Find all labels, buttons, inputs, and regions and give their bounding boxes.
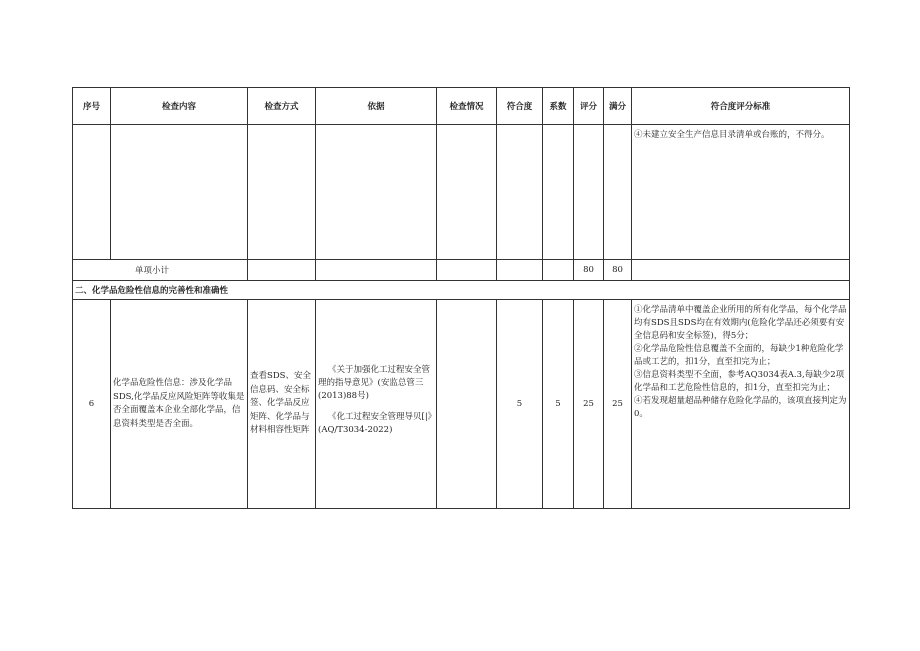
row6-coefficient: 5 [543, 300, 574, 509]
empty-cell [248, 260, 316, 281]
row6-conformity: 5 [497, 300, 543, 509]
standard-item-4: ④若发现超量超品种储存危险化学品的，该项直接判定为0。 [634, 396, 847, 419]
row6-seq: 6 [73, 300, 111, 509]
continued-standard-text: ④未建立安全生产信息目录清单或台账的，不得分。 [632, 125, 850, 260]
header-standard: 符合度评分标准 [632, 88, 850, 125]
empty-cell [316, 260, 437, 281]
subtotal-full-score: 80 [604, 260, 632, 281]
section-heading-row [73, 281, 850, 300]
subtotal-row [73, 260, 850, 281]
header-basis: 依据 [316, 88, 437, 125]
section-title: 二、化学品危险性信息的完善性和准确性 [73, 281, 850, 300]
empty-cell [497, 125, 543, 260]
header-full-score: 满分 [604, 88, 632, 125]
empty-cell [437, 125, 497, 260]
header-coefficient: 系数 [543, 88, 574, 125]
row6-basis [316, 300, 437, 509]
basis-reference-1: 《关于加强化工过程安全管理的指导意见》(安监总管三(2013)88号) [318, 364, 431, 401]
empty-cell [437, 260, 497, 281]
subtotal-score: 80 [574, 260, 604, 281]
empty-cell [574, 125, 604, 260]
header-seq: 序号 [73, 88, 111, 125]
header-row [73, 88, 850, 125]
inspection-table [72, 87, 850, 509]
header-conformity: 符合度 [497, 88, 543, 125]
empty-cell [497, 260, 543, 281]
header-content: 检查内容 [111, 88, 248, 125]
empty-cell [604, 125, 632, 260]
empty-cell [632, 260, 850, 281]
row6-standard [632, 300, 850, 509]
standard-item-2: ②化学品危险性信息覆盖不全面的，每缺少1种危险化学品或工艺的，扣1分，直至扣完为止； [634, 344, 844, 367]
basis-reference-2: 《化工过程安全管理导贝[|》(AQ/T3034-2022) [318, 411, 432, 435]
row6-method: 查看SDS、安全信息码、安全标签、化学品反应矩阵、化学品与材料相容性矩阵 [248, 300, 316, 509]
empty-cell [543, 260, 574, 281]
header-situation: 检查情况 [437, 88, 497, 125]
header-score: 评分 [574, 88, 604, 125]
row6-full-score: 25 [604, 300, 632, 509]
empty-cell [316, 125, 437, 260]
item-row-6 [73, 300, 850, 509]
standard-item-1: ①化学品清单中覆盖企业所用的所有化学品，每个化学品均有SDS且SDS均在有效期内(危险化学品还必须要有安全信息码和安全标签)，得5分； [634, 305, 847, 341]
standard-item-3: ③信息资料类型不全面，参考AQ3034表A.3,每缺少2项化学品和工艺危险性信息的，扣1分，直至扣完为止； [634, 370, 845, 393]
empty-cell [73, 125, 111, 260]
header-method: 检查方式 [248, 88, 316, 125]
empty-cell [437, 300, 497, 509]
subtotal-label: 单项小计 [73, 260, 248, 281]
empty-cell [248, 125, 316, 260]
row6-score: 25 [574, 300, 604, 509]
empty-cell [543, 125, 574, 260]
continued-row [73, 125, 850, 260]
empty-cell [111, 125, 248, 260]
row6-content: 化学品危险性信息：涉及化学品SDS,化学品反应风险矩阵等收集是否全面覆盖本企业全部化学品，信息资料类型是否全面。 [111, 300, 248, 509]
